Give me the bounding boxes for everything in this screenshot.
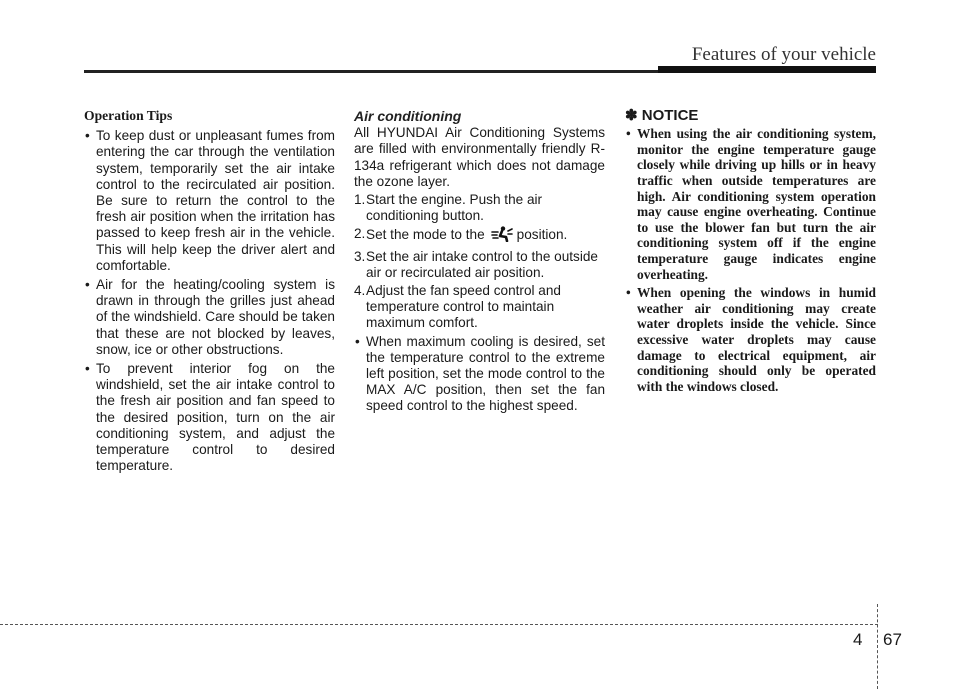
step-number: 2. xyxy=(354,226,366,242)
column-notice xyxy=(625,108,876,397)
notice-heading: ✽ NOTICE xyxy=(625,107,699,124)
floor-defrost-mode-icon xyxy=(491,226,513,246)
operation-tips-heading: Operation Tips xyxy=(84,108,173,123)
chapter-number: 4 xyxy=(853,630,863,649)
step-number: 1. xyxy=(354,192,366,208)
list-item: • When opening the windows in humid weather air conditioning may create water droplets inside the vehicle. Since excessive water droplets may cause damage to electrical equipment, air conditioning should only be operated with the windows closed. xyxy=(625,285,876,394)
max-cooling-list xyxy=(354,334,605,415)
step-item xyxy=(354,226,605,246)
air-conditioning-steps xyxy=(354,192,605,332)
step-item xyxy=(354,283,605,332)
step-text: Set the air intake control to the outside air or recirculated air position. xyxy=(366,248,598,280)
notice-list xyxy=(625,126,876,394)
list-item: • When maximum cooling is desired, set the temperature control to the extreme left position, set the mode control to the MAX A/C position, then set the fan speed control to the highest speed. xyxy=(354,334,605,415)
air-conditioning-heading: Air conditioning xyxy=(354,108,462,124)
step-number: 4. xyxy=(354,283,366,299)
list-item: • Air for the heating/cooling system is drawn in through the grilles just ahead of the windshield. Care should be taken that these are not blocked by leaves, snow, ice or other obstructions. xyxy=(84,277,335,358)
step-item xyxy=(354,249,605,281)
list-item: • To keep dust or unpleasant fumes from entering the car through the ventilation system, temporarily set the air intake control to the recirculated air position. Be sure to return the control to the fresh air position when the irritation has passed to keep fresh air in the vehicle. This will help keep the driver alert and comfortable. xyxy=(84,128,335,274)
section-title: Features of your vehicle xyxy=(691,44,876,65)
step-text: Start the engine. Push the air conditioning button. xyxy=(366,192,543,224)
list-item: • To prevent interior fog on the windshield, set the air intake control to the fresh air position and fan speed to the desired position, turn on the air conditioning system, and adjust the temperature control to desired temperature. xyxy=(84,361,335,474)
step-item xyxy=(354,192,605,224)
column-operation-tips xyxy=(84,108,335,477)
list-item: • When using the air conditioning system, monitor the engine temperature gauge closely while driving up hills or in heavy traffic when outside temperatures are high. Air conditioning system operation may cause engine overheating. Continue to use the blower fan but turn the air conditioning system off if the engine temperature gauge indicates engine overheating. xyxy=(625,126,876,282)
footer-rule xyxy=(0,624,878,625)
column-air-conditioning xyxy=(354,108,605,418)
header-rule-accent xyxy=(658,66,876,73)
page-number: 67 xyxy=(883,630,902,649)
step-text: Adjust the fan speed control and temperature control to maintain maximum comfort. xyxy=(366,283,561,331)
operation-tips-list xyxy=(84,128,335,474)
footer-divider xyxy=(877,604,878,689)
step-text-post: position. xyxy=(516,227,568,243)
air-conditioning-intro: All HYUNDAI Air Conditioning Systems are filled with environmentally friendly R-134a refrigerant which does not damage the ozone layer. xyxy=(354,125,605,189)
step-number: 3. xyxy=(354,248,366,264)
step-text-pre: Set the mode to the xyxy=(366,227,485,243)
